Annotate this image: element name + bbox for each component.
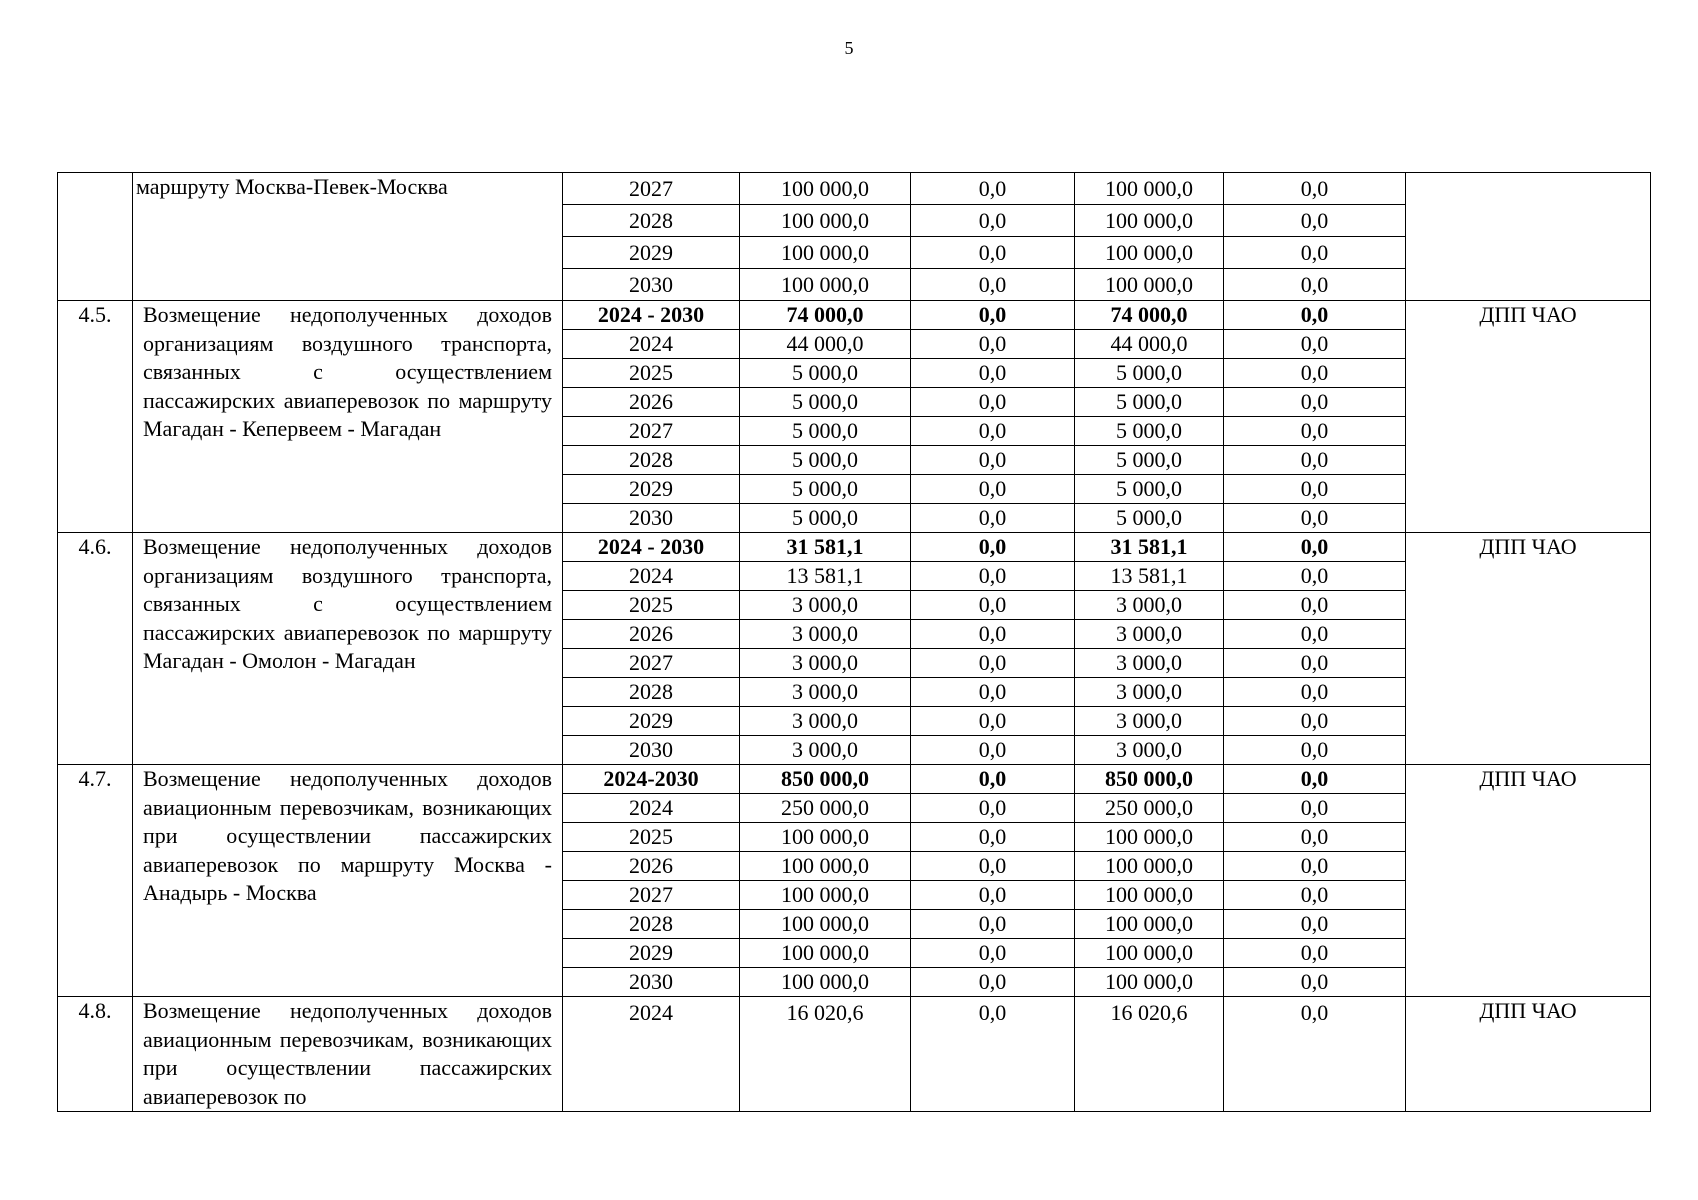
value-cell: 0,0	[911, 707, 1075, 736]
value-cell: 5 000,0	[1075, 446, 1224, 475]
year-cell: 2024-2030	[563, 765, 740, 794]
year-cell: 2028	[563, 446, 740, 475]
value-cell: 0,0	[1224, 417, 1406, 446]
table-total-row	[58, 533, 1651, 562]
value-cell: 0,0	[911, 852, 1075, 881]
executor-cell: ДПП ЧАО	[1406, 533, 1651, 765]
value-cell: 0,0	[1224, 173, 1406, 205]
value-cell: 0,0	[911, 678, 1075, 707]
value-cell: 5 000,0	[1075, 359, 1224, 388]
total-cell: 5 000,0	[740, 417, 911, 446]
value-cell: 0,0	[1224, 620, 1406, 649]
year-cell: 2025	[563, 823, 740, 852]
value-cell: 0,0	[911, 475, 1075, 504]
total-cell: 16 020,6	[740, 997, 911, 1112]
total-cell: 3 000,0	[740, 620, 911, 649]
total-cell: 3 000,0	[740, 678, 911, 707]
value-cell: 0,0	[911, 562, 1075, 591]
value-cell: 100 000,0	[1075, 205, 1224, 237]
year-cell: 2030	[563, 736, 740, 765]
total-cell: 3 000,0	[740, 736, 911, 765]
year-cell: 2028	[563, 678, 740, 707]
total-cell: 31 581,1	[740, 533, 911, 562]
value-cell: 3 000,0	[1075, 649, 1224, 678]
value-cell: 3 000,0	[1075, 620, 1224, 649]
value-cell: 0,0	[1224, 591, 1406, 620]
value-cell: 74 000,0	[1075, 301, 1224, 330]
value-cell: 13 581,1	[1075, 562, 1224, 591]
value-cell: 100 000,0	[1075, 910, 1224, 939]
total-cell: 3 000,0	[740, 707, 911, 736]
total-cell: 44 000,0	[740, 330, 911, 359]
value-cell: 0,0	[911, 649, 1075, 678]
total-cell: 100 000,0	[740, 173, 911, 205]
total-cell: 100 000,0	[740, 852, 911, 881]
year-cell: 2026	[563, 388, 740, 417]
total-cell: 13 581,1	[740, 562, 911, 591]
value-cell: 0,0	[1224, 997, 1406, 1112]
year-cell: 2024	[563, 562, 740, 591]
value-cell: 0,0	[911, 269, 1075, 301]
value-cell: 0,0	[1224, 707, 1406, 736]
year-cell: 2026	[563, 620, 740, 649]
value-cell: 0,0	[911, 997, 1075, 1112]
year-cell: 2030	[563, 504, 740, 533]
value-cell: 0,0	[911, 417, 1075, 446]
year-cell: 2024	[563, 330, 740, 359]
value-cell: 0,0	[1224, 562, 1406, 591]
row-number-cell: 4.6.	[58, 533, 133, 765]
description-cell: Возмещение недополученных доходов авиационным перевозчикам, возникающих при осуществлении пассажирских авиаперевозок по маршруту Москва - Анадырь - Москва	[133, 765, 563, 997]
value-cell: 3 000,0	[1075, 678, 1224, 707]
value-cell: 3 000,0	[1075, 707, 1224, 736]
value-cell: 0,0	[1224, 533, 1406, 562]
value-cell: 100 000,0	[1075, 269, 1224, 301]
description-cell: Возмещение недополученных доходов организациям воздушного транспорта, связанных с осуществлением пассажирских авиаперевозок по маршруту Магадан - Кепервеем - Магадан	[133, 301, 563, 533]
executor-cell	[1406, 173, 1651, 301]
value-cell: 0,0	[1224, 678, 1406, 707]
value-cell: 0,0	[1224, 852, 1406, 881]
value-cell: 0,0	[911, 173, 1075, 205]
value-cell: 0,0	[911, 446, 1075, 475]
value-cell: 0,0	[1224, 823, 1406, 852]
value-cell: 0,0	[911, 968, 1075, 997]
total-cell: 100 000,0	[740, 205, 911, 237]
value-cell: 100 000,0	[1075, 823, 1224, 852]
table-body	[58, 173, 1651, 1112]
description-text: маршруту Москва-Певек-Москва	[136, 174, 448, 199]
value-cell: 0,0	[911, 765, 1075, 794]
value-cell: 0,0	[1224, 388, 1406, 417]
value-cell: 0,0	[911, 620, 1075, 649]
year-cell: 2027	[563, 417, 740, 446]
total-cell: 100 000,0	[740, 968, 911, 997]
year-cell: 2024	[563, 794, 740, 823]
value-cell: 0,0	[911, 301, 1075, 330]
value-cell: 16 020,6	[1075, 997, 1224, 1112]
description-cell: Возмещение недополученных доходов организациям воздушного транспорта, связанных с осуществлением пассажирских авиаперевозок по маршруту Магадан - Омолон - Магадан	[133, 533, 563, 765]
table-row	[58, 997, 1651, 1112]
page-number: 5	[844, 38, 854, 58]
value-cell: 0,0	[911, 910, 1075, 939]
value-cell: 5 000,0	[1075, 388, 1224, 417]
value-cell: 0,0	[1224, 794, 1406, 823]
total-cell: 3 000,0	[740, 591, 911, 620]
value-cell: 0,0	[911, 939, 1075, 968]
value-cell: 0,0	[1224, 968, 1406, 997]
total-cell: 74 000,0	[740, 301, 911, 330]
value-cell: 850 000,0	[1075, 765, 1224, 794]
value-cell: 0,0	[1224, 504, 1406, 533]
value-cell: 0,0	[911, 388, 1075, 417]
year-cell: 2024 - 2030	[563, 301, 740, 330]
year-cell: 2027	[563, 881, 740, 910]
year-cell: 2024 - 2030	[563, 533, 740, 562]
value-cell: 100 000,0	[1075, 173, 1224, 205]
total-cell: 100 000,0	[740, 823, 911, 852]
row-number-cell: 4.7.	[58, 765, 133, 997]
value-cell: 100 000,0	[1075, 881, 1224, 910]
value-cell: 0,0	[1224, 765, 1406, 794]
value-cell: 3 000,0	[1075, 736, 1224, 765]
total-cell: 100 000,0	[740, 881, 911, 910]
total-cell: 3 000,0	[740, 649, 911, 678]
total-cell: 100 000,0	[740, 269, 911, 301]
value-cell: 3 000,0	[1075, 591, 1224, 620]
row-number-cell: 4.5.	[58, 301, 133, 533]
value-cell: 0,0	[911, 237, 1075, 269]
value-cell: 0,0	[1224, 881, 1406, 910]
year-cell: 2029	[563, 237, 740, 269]
executor-cell: ДПП ЧАО	[1406, 997, 1651, 1112]
value-cell: 0,0	[1224, 269, 1406, 301]
year-cell: 2027	[563, 649, 740, 678]
value-cell: 5 000,0	[1075, 417, 1224, 446]
value-cell: 5 000,0	[1075, 475, 1224, 504]
value-cell: 100 000,0	[1075, 237, 1224, 269]
total-cell: 5 000,0	[740, 359, 911, 388]
year-cell: 2026	[563, 852, 740, 881]
year-cell: 2030	[563, 269, 740, 301]
value-cell: 0,0	[1224, 205, 1406, 237]
value-cell: 0,0	[1224, 649, 1406, 678]
description-cell: Возмещение недополученных доходов авиационным перевозчикам, возникающих при осуществлении пассажирских авиаперевозок по	[133, 997, 563, 1112]
year-cell: 2028	[563, 910, 740, 939]
executor-cell: ДПП ЧАО	[1406, 301, 1651, 533]
year-cell: 2025	[563, 591, 740, 620]
value-cell: 0,0	[911, 330, 1075, 359]
value-cell: 100 000,0	[1075, 939, 1224, 968]
value-cell: 0,0	[911, 881, 1075, 910]
value-cell: 5 000,0	[1075, 504, 1224, 533]
year-cell: 2030	[563, 968, 740, 997]
value-cell: 0,0	[911, 823, 1075, 852]
value-cell: 0,0	[1224, 910, 1406, 939]
total-cell: 100 000,0	[740, 910, 911, 939]
year-cell: 2029	[563, 707, 740, 736]
value-cell: 0,0	[911, 205, 1075, 237]
value-cell: 250 000,0	[1075, 794, 1224, 823]
value-cell: 0,0	[911, 736, 1075, 765]
value-cell: 0,0	[911, 591, 1075, 620]
table-total-row	[58, 301, 1651, 330]
value-cell: 100 000,0	[1075, 968, 1224, 997]
year-cell: 2027	[563, 173, 740, 205]
year-cell: 2024	[563, 997, 740, 1112]
year-cell: 2025	[563, 359, 740, 388]
value-cell: 0,0	[911, 504, 1075, 533]
value-cell: 0,0	[1224, 475, 1406, 504]
value-cell: 0,0	[1224, 359, 1406, 388]
value-cell: 44 000,0	[1075, 330, 1224, 359]
value-cell: 0,0	[911, 533, 1075, 562]
value-cell: 0,0	[1224, 330, 1406, 359]
value-cell: 100 000,0	[1075, 852, 1224, 881]
year-cell: 2029	[563, 475, 740, 504]
row-number-cell: 4.8.	[58, 997, 133, 1112]
value-cell: 0,0	[1224, 939, 1406, 968]
total-cell: 5 000,0	[740, 475, 911, 504]
total-cell: 5 000,0	[740, 446, 911, 475]
value-cell: 0,0	[1224, 301, 1406, 330]
value-cell: 0,0	[1224, 736, 1406, 765]
row-number-cell	[58, 173, 133, 301]
year-cell: 2028	[563, 205, 740, 237]
funding-table	[57, 172, 1651, 1112]
table-total-row	[58, 765, 1651, 794]
total-cell: 5 000,0	[740, 504, 911, 533]
value-cell: 0,0	[911, 359, 1075, 388]
total-cell: 5 000,0	[740, 388, 911, 417]
value-cell: 0,0	[911, 794, 1075, 823]
total-cell: 100 000,0	[740, 237, 911, 269]
total-cell: 250 000,0	[740, 794, 911, 823]
year-cell: 2029	[563, 939, 740, 968]
total-cell: 100 000,0	[740, 939, 911, 968]
description-cell	[133, 173, 563, 301]
table-row	[58, 173, 1651, 205]
executor-cell: ДПП ЧАО	[1406, 765, 1651, 997]
value-cell: 31 581,1	[1075, 533, 1224, 562]
value-cell: 0,0	[1224, 237, 1406, 269]
value-cell: 0,0	[1224, 446, 1406, 475]
total-cell: 850 000,0	[740, 765, 911, 794]
